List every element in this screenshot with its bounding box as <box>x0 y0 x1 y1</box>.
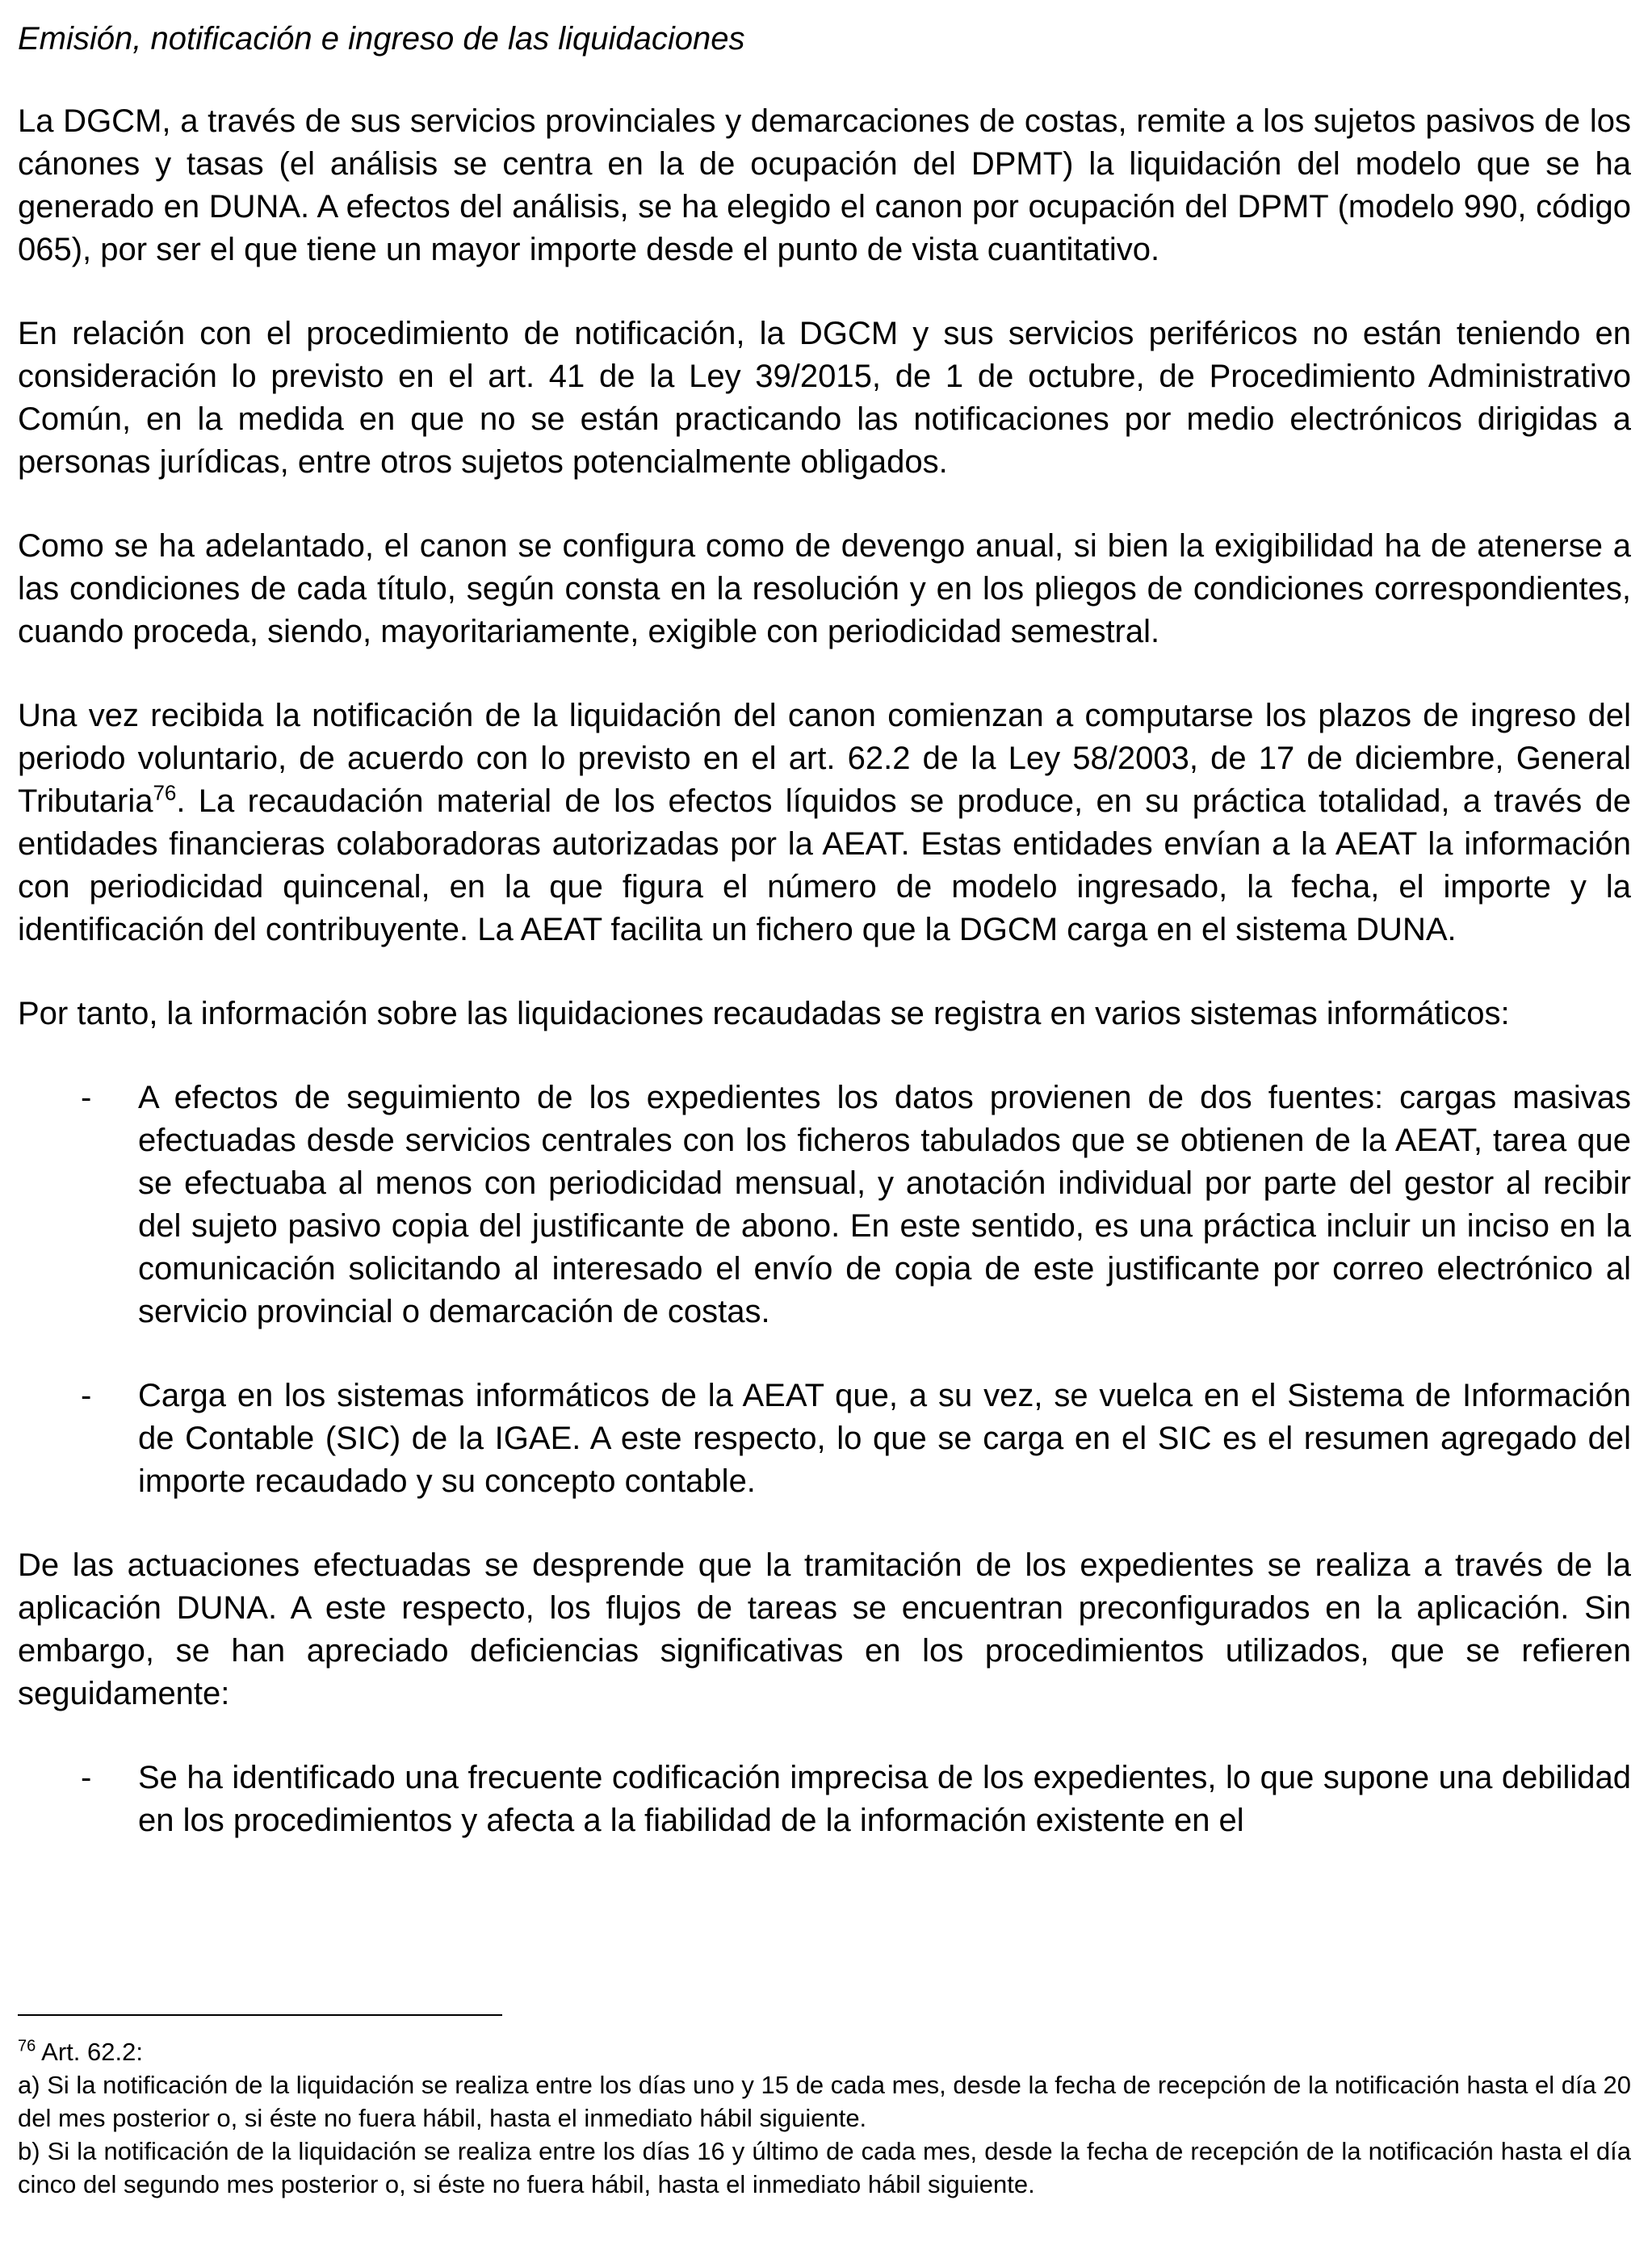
footnote-reference: 76 <box>153 780 177 805</box>
document-body <box>18 18 1631 1883</box>
footnotes <box>18 2014 1631 2201</box>
paragraph-text-part: . La recaudación material de los efectos líquidos se produce, en su práctica totalidad, a través de entidades financieras colaboradoras autorizadas por la AEAT. Estas entidades envían a la AEAT la información con periodicidad quincenal, en la que figura el número de modelo ingresado, la fecha, el importe y la identificación del contribuyente. La AEAT facilita un fichero que la DGCM carga en el sistema DUNA. <box>18 783 1631 947</box>
list-item <box>18 1077 1631 1333</box>
footnote-divider <box>18 2014 502 2016</box>
bullet-dash: - <box>81 1080 92 1115</box>
paragraph-deficiencies: De las actuaciones efectuadas se desprende que la tramitación de los expedientes se realiza a través de la aplicación DUNA. A este respecto, los flujos de tareas se encuentran preconfigurados en la aplicación. Sin embargo, se han apreciado deficiencias significativas en los procedimientos utilizados, que se refieren seguidamente: <box>18 1547 1631 1711</box>
paragraph-canon-accrual: Como se ha adelantado, el canon se configura como de devengo anual, si bien la exigibilidad ha de atenerse a las condiciones de cada título, según consta en la resolución y en los pliegos de condiciones correspondientes, cuando proceda, siendo, mayoritariamente, exigible con periodicidad semestral. <box>18 528 1631 649</box>
list-item-text: A efectos de seguimiento de los expedientes los datos provienen de dos fuentes: cargas masivas efectuadas desde servicios centrales con los ficheros tabulados que se obtienen de la AEAT, tarea que se efectuaba al menos con periodicidad mensual, y anotación individual por parte del gestor al recibir del sujeto pasivo copia del justificante de abono. En este sentido, es una práctica incluir un inciso en la comunicación solicitando al interesado el envío de copia de este justificante por correo electrónico al servicio provincial o demarcación de costas. <box>138 1080 1631 1329</box>
footnote-number: 76 <box>18 2037 36 2055</box>
list-item <box>18 1375 1631 1503</box>
bullet-dash: - <box>81 1378 92 1413</box>
section-title: Emisión, notificación e ingreso de las liquidaciones <box>18 21 745 57</box>
footnote-item: a) Si la notificación de la liquidación se realiza entre los días uno y 15 de cada mes, desde la fecha de recepción de la notificación hasta el día 20 del mes posterior o, si éste no fuera hábil, hasta el inmediato hábil siguiente. <box>18 2071 1631 2132</box>
footnote-title-text: Art. 62.2: <box>36 2038 143 2066</box>
list-item-text: Carga en los sistemas informáticos de la AEAT que, a su vez, se vuelca en el Sistema de Información de Contable (SIC) de la IGAE. A este respecto, lo que se carga en el SIC es el resumen agregado del importe recaudado y su concepto contable. <box>138 1378 1631 1499</box>
paragraph-voluntary-payment <box>18 695 1631 951</box>
paragraph-notification-procedure: En relación con el procedimiento de notificación, la DGCM y sus servicios periféricos no están teniendo en consideración lo previsto en el art. 41 de la Ley 39/2015, de 1 de octubre, de Procedimiento Administrativo Común, en la medida en que no se están practicando las notificaciones por medio electrónicos dirigidas a personas jurídicas, entre otros sujetos potencialmente obligados. <box>18 316 1631 480</box>
paragraph-liquidation-issuance: La DGCM, a través de sus servicios provinciales y demarcaciones de costas, remite a los sujetos pasivos de los cánones y tasas (el análisis se centra en la de ocupación del DPMT) la liquidación del modelo que se ha generado en DUNA. A efectos del análisis, se ha elegido el canon por ocupación del DPMT (modelo 990, código 065), por ser el que tiene un mayor importe desde el punto de vista cuantitativo. <box>18 103 1631 267</box>
paragraph-text-part: Una vez recibida la notificación de la liquidación del canon comienzan a computarse los plazos de ingreso del periodo voluntario, de acuerdo con lo previsto en el art. 62.2 de la Ley 58/2003, de 17 de diciembre, General Tributaria <box>18 698 1631 819</box>
footnote-item: b) Si la notificación de la liquidación se realiza entre los días 16 y último de cada mes, desde la fecha de recepción de la notificación hasta el día cinco del segundo mes posterior o, si éste no fuera hábil, hasta el inmediato hábil siguiente. <box>18 2137 1631 2198</box>
list-item <box>18 1757 1631 1842</box>
paragraph-information-systems: Por tanto, la información sobre las liquidaciones recaudadas se registra en varios sistemas informáticos: <box>18 996 1510 1031</box>
footnote-title <box>18 2035 1631 2068</box>
list-item-text: Se ha identificado una frecuente codificación imprecisa de los expedientes, lo que supone una debilidad en los procedimientos y afecta a la fiabilidad de la información existente en el <box>138 1760 1631 1838</box>
bullet-dash: - <box>81 1760 92 1795</box>
